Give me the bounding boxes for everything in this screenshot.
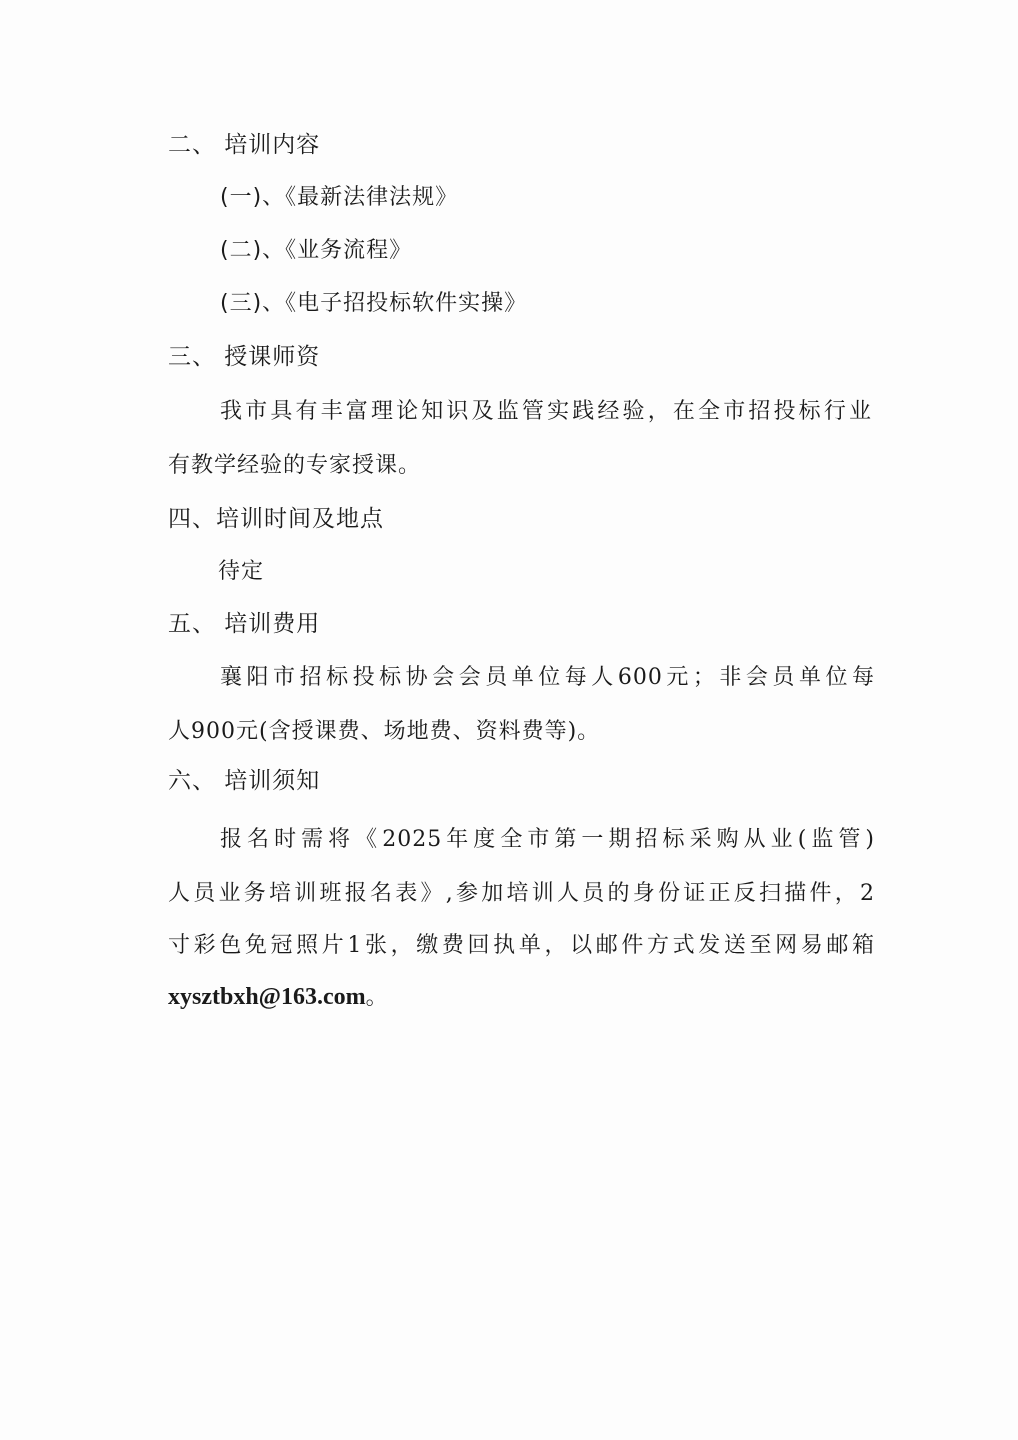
content-item-2: (二)、《业务流程》 [220,238,413,263]
content-item-3: (三)、《电子招投标软件实操》 [220,291,528,316]
notice-email-line [168,982,389,1013]
section-heading-instructors: 三、 授课师资 [168,344,321,370]
fees-paragraph-line-2: 人900元(含授课费、场地费、资料费等)。 [168,719,601,744]
notice-paragraph-line-3: 寸彩色免冠照片1张，缴费回执单，以邮件方式发送至网易邮箱 [168,933,875,958]
section-heading-notice: 六、 培训须知 [168,768,321,794]
notice-paragraph-line-2: 人员业务培训班报名表》,参加培训人员的身份证正反扫描件，2 [168,881,875,906]
instructors-paragraph-line-1: 我市具有丰富理论知识及监管实践经验，在全市招投标行业 [220,399,872,424]
fees-paragraph-line-1: 襄阳市招标投标协会会员单位每人600元；非会员单位每 [220,665,875,690]
section-heading-time-location: 四、培训时间及地点 [168,506,384,532]
notice-paragraph-line-1: 报名时需将《2025年度全市第一期招标采购从业(监管) [220,827,875,852]
content-item-1: (一)、《最新法律法规》 [220,185,459,210]
section-heading-fees: 五、 培训费用 [168,611,321,637]
section-heading-training-content: 二、 培训内容 [168,132,321,158]
email-address[interactable]: xysztbxh@163.com [168,984,366,1010]
time-location-value: 待定 [218,559,265,584]
instructors-paragraph-line-2: 有教学经验的专家授课。 [168,453,422,478]
email-suffix: 。 [365,985,389,1010]
